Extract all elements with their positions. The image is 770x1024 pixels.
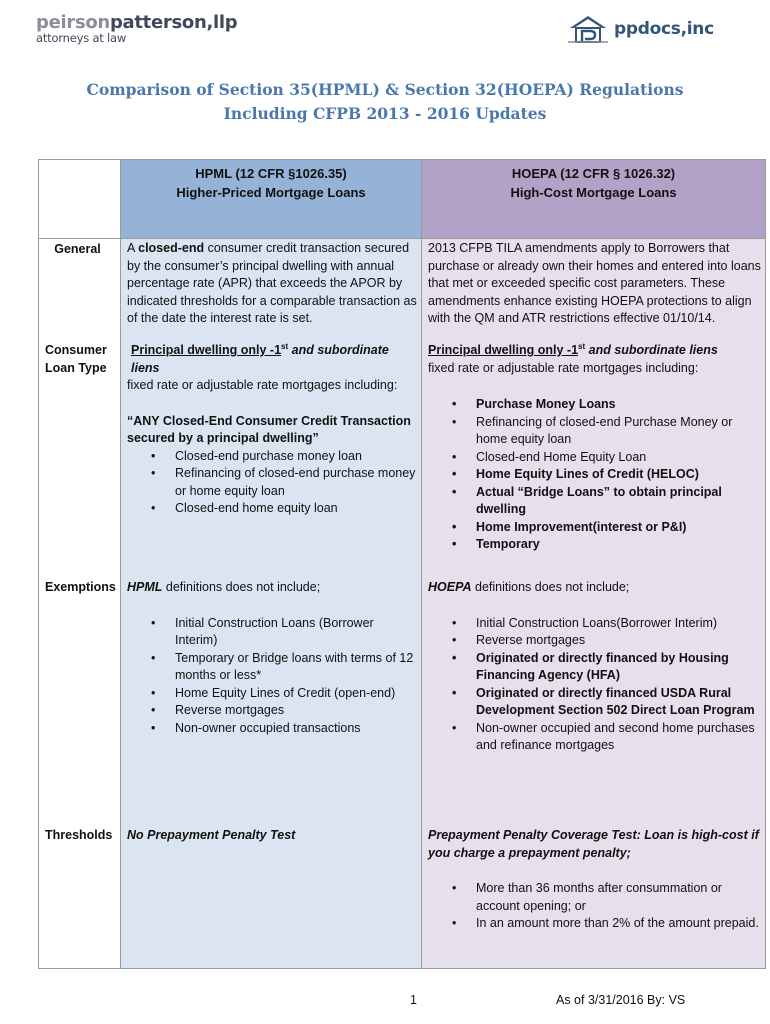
exemptions-hpml-cell (121, 578, 422, 826)
list-item: • More than 36 months after consummation or account opening; or (476, 880, 761, 915)
table-header-row (39, 160, 766, 239)
list-item: • Temporary or Bridge loans with terms of 12 months or less* (175, 650, 417, 685)
thresholds-hoepa-cell (422, 826, 766, 969)
list-item: • Home Improvement(interest or P&I) (476, 519, 761, 537)
ppdocs-logo (566, 14, 714, 44)
hpml-title: HPML (12 CFR §1026.35) (195, 166, 347, 181)
list-item: • Non-owner occupied and second home purchases and refinance mortgages (476, 720, 761, 755)
loan-type-hpml-cell (121, 342, 422, 578)
general-hpml-text: consumer credit transaction secured by the consumer’s principal dwelling with annual percentage rate (APR) that exceeds the APOR by indicated thresholds for a comparable transaction as of the date the interest rate is set. (127, 241, 417, 325)
logo-name-part1: peirson (36, 12, 110, 33)
hoepa-exemptions-list (428, 615, 761, 755)
list-item: • Closed-end home equity loan (175, 500, 417, 518)
hoepa-subtitle: High-Cost Mortgage Loans (510, 185, 677, 200)
general-hoepa-text: 2013 CFPB TILA amendments apply to Borrowers that purchase or already own their homes and entered into loans that met or exceeded specific cost parameters. These amendments enhance existing HOEPA protections to align with the QM and ATR restrictions effective 01/10/14. (428, 241, 761, 325)
hpml-principal-dwelling: Principal dwelling only -1 (131, 343, 282, 357)
loan-type-label-line2: Loan Type (45, 360, 107, 375)
exemptions-label-cell (39, 578, 121, 826)
page-number: 1 (410, 993, 417, 1007)
list-item: • Originated or directly financed by Housing Financing Agency (HFA) (476, 650, 761, 685)
row-consumer-loan-type (39, 342, 766, 578)
general-label-cell (39, 239, 121, 343)
list-item: • Closed-end Home Equity Loan (476, 449, 761, 467)
hpml-exemptions-text: definitions does not include; (162, 580, 321, 594)
title-line-2: Including CFPB 2013 - 2016 Updates (223, 104, 547, 123)
exemptions-label: Exemptions (45, 580, 116, 594)
hpml-first-sup: st (281, 341, 289, 351)
list-item: • Initial Construction Loans (Borrower Interim) (175, 615, 417, 650)
hpml-exemptions-lead: HPML (127, 580, 163, 594)
document-title (0, 78, 770, 126)
list-item: • Actual “Bridge Loans” to obtain principal dwelling (476, 484, 761, 519)
hpml-loan-type-list (127, 448, 417, 518)
title-line-1: Comparison of Section 35(HPML) & Section 32(HOEPA) Regulations (86, 80, 684, 99)
header-hpml (121, 160, 422, 239)
peirson-patterson-logo (36, 14, 237, 45)
hpml-subordinate-liens: and subordinate liens (131, 343, 389, 375)
logo-inc: ,inc (680, 19, 714, 39)
hoepa-principal-dwelling: Principal dwelling only -1 (428, 343, 579, 357)
thresholds-label-cell (39, 826, 121, 969)
hpml-any-closed-end-quote: “ANY Closed-End Consumer Credit Transaction secured by a principal dwelling” (127, 413, 411, 445)
logo-subtitle: attorneys at law (36, 31, 127, 45)
hoepa-subordinate-liens: and subordinate liens (585, 343, 718, 357)
general-hoepa-cell (422, 239, 766, 343)
row-general (39, 239, 766, 343)
loan-type-label-line1: Consumer (45, 343, 107, 357)
hoepa-first-sup: st (578, 341, 586, 351)
thresholds-label: Thresholds (45, 828, 113, 842)
thresholds-hpml-cell (121, 826, 422, 969)
list-item: • Closed-end purchase money loan (175, 448, 417, 466)
general-hpml-cell (121, 239, 422, 343)
logo-name-part2: patterson,llp (109, 12, 238, 33)
list-item: • Originated or directly financed USDA Rural Development Section 502 Direct Loan Program (476, 685, 761, 720)
header-blank-cell (39, 160, 121, 239)
logo-ppdocs: ppdocs (614, 19, 681, 39)
general-hpml-pre: A (127, 241, 139, 255)
exemptions-hoepa-cell (422, 578, 766, 826)
list-item: • Reverse mortgages (476, 632, 761, 650)
list-item: • Home Equity Lines of Credit (HELOC) (476, 466, 761, 484)
house-logo-icon (566, 14, 610, 44)
list-item: • Refinancing of closed-end Purchase Money or home equity loan (476, 414, 761, 449)
hoepa-threshold-heading: Prepayment Penalty Coverage Test: Loan is high-cost if you charge a prepayment penalty; (428, 828, 759, 860)
hoepa-threshold-list (428, 880, 761, 933)
hpml-fixed-rate-text: fixed rate or adjustable rate mortgages including: (127, 378, 398, 392)
hpml-threshold-text: No Prepayment Penalty Test (127, 828, 296, 842)
hoepa-exemptions-text: definitions does not include; (471, 580, 630, 594)
list-item: • Non-owner occupied transactions (175, 720, 417, 738)
row-thresholds (39, 826, 766, 969)
list-item: • Refinancing of closed-end purchase money or home equity loan (175, 465, 417, 500)
list-item: • Temporary (476, 536, 761, 554)
footer-date: As of 3/31/2016 By: VS (556, 993, 686, 1007)
list-item: • Reverse mortgages (175, 702, 417, 720)
hoepa-loan-type-list (428, 396, 761, 554)
hoepa-title: HOEPA (12 CFR § 1026.32) (511, 166, 676, 181)
row-exemptions (39, 578, 766, 826)
list-item: • In an amount more than 2% of the amount prepaid. (476, 915, 761, 933)
hoepa-exemptions-lead: HOEPA (428, 580, 472, 594)
general-hpml-bold: closed-end (138, 241, 205, 255)
loan-type-label-cell (39, 342, 121, 578)
comparison-table (38, 159, 766, 969)
loan-type-hoepa-cell (422, 342, 766, 578)
list-item: • Purchase Money Loans (476, 396, 761, 414)
hpml-subtitle: Higher-Priced Mortgage Loans (176, 185, 366, 200)
header-hoepa (422, 160, 766, 239)
general-label: General (54, 242, 101, 256)
hpml-exemptions-list (127, 615, 417, 738)
list-item: • Home Equity Lines of Credit (open-end) (175, 685, 417, 703)
list-item: • Initial Construction Loans(Borrower Interim) (476, 615, 761, 633)
hoepa-fixed-rate-text: fixed rate or adjustable rate mortgages including: (428, 360, 699, 375)
